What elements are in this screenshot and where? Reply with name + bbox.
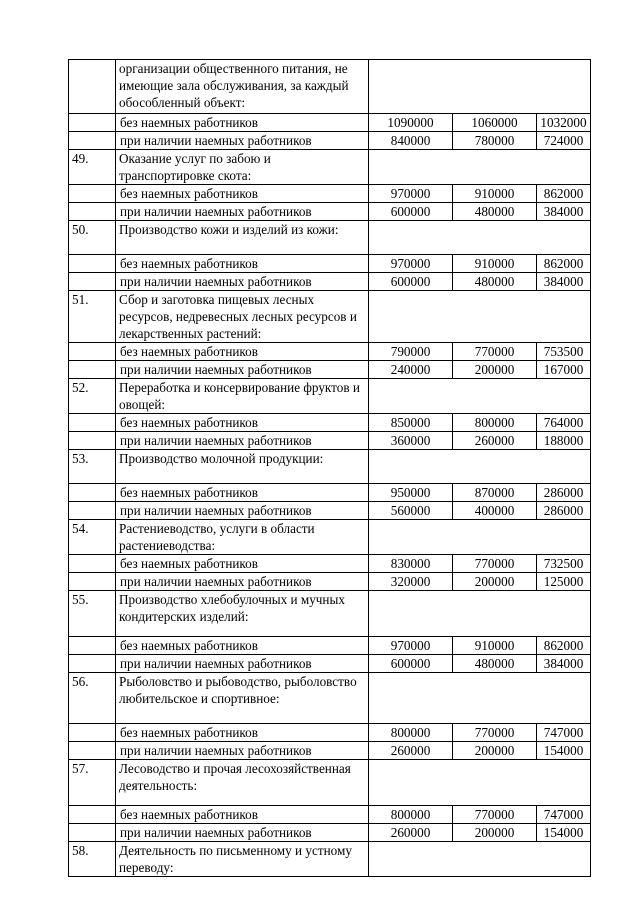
empty-cell xyxy=(369,450,591,484)
rate-value: 724000 xyxy=(537,132,591,150)
category-row xyxy=(69,520,591,555)
worker-condition: без наемных работников xyxy=(116,724,369,742)
category-row xyxy=(69,291,591,343)
rate-value: 950000 xyxy=(369,484,453,502)
rate-value: 188000 xyxy=(537,432,591,450)
category-row xyxy=(69,591,591,637)
rate-value: 1090000 xyxy=(369,114,453,132)
rate-value: 560000 xyxy=(369,502,453,520)
row-number: 56. xyxy=(69,673,116,724)
rate-value: 910000 xyxy=(453,637,537,655)
category-name: Производство кожи и изделий из кожи: xyxy=(116,221,369,255)
rate-value: 384000 xyxy=(537,273,591,291)
empty-cell xyxy=(369,150,591,185)
rates-table xyxy=(68,59,591,877)
rate-value: 870000 xyxy=(453,484,537,502)
rate-value: 286000 xyxy=(537,484,591,502)
rate-value: 1060000 xyxy=(453,114,537,132)
category-row xyxy=(69,150,591,185)
worker-condition: при наличии наемных работников xyxy=(116,655,369,673)
rate-value: 970000 xyxy=(369,185,453,203)
worker-condition: без наемных работников xyxy=(116,555,369,573)
rate-value: 770000 xyxy=(453,724,537,742)
row-number: 55. xyxy=(69,591,116,637)
category-row xyxy=(69,842,591,877)
worker-condition: при наличии наемных работников xyxy=(116,502,369,520)
rate-value: 770000 xyxy=(453,806,537,824)
rate-row xyxy=(69,185,591,203)
worker-condition: при наличии наемных работников xyxy=(116,742,369,760)
category-name: Лесоводство и прочая лесохозяйственная деятельность: xyxy=(116,760,369,806)
row-number xyxy=(69,343,116,361)
row-number xyxy=(69,273,116,291)
worker-condition: при наличии наемных работников xyxy=(116,273,369,291)
category-row xyxy=(69,760,591,806)
category-name: организации общественного питания, не имеющие зала обслуживания, за каждый обособленный объект: xyxy=(116,60,369,114)
rate-value: 840000 xyxy=(369,132,453,150)
rate-value: 154000 xyxy=(537,824,591,842)
worker-condition: при наличии наемных работников xyxy=(116,573,369,591)
rate-value: 753500 xyxy=(537,343,591,361)
worker-condition: без наемных работников xyxy=(116,637,369,655)
empty-cell xyxy=(369,291,591,343)
row-number xyxy=(69,806,116,824)
row-number xyxy=(69,255,116,273)
empty-cell xyxy=(369,221,591,255)
worker-condition: без наемных работников xyxy=(116,114,369,132)
row-number xyxy=(69,414,116,432)
row-number: 58. xyxy=(69,842,116,877)
rate-value: 384000 xyxy=(537,655,591,673)
rate-value: 747000 xyxy=(537,724,591,742)
row-number: 57. xyxy=(69,760,116,806)
rate-row xyxy=(69,573,591,591)
rate-value: 480000 xyxy=(453,273,537,291)
rate-value: 862000 xyxy=(537,255,591,273)
rate-row xyxy=(69,555,591,573)
row-number: 50. xyxy=(69,221,116,255)
rate-row xyxy=(69,255,591,273)
rate-value: 800000 xyxy=(369,806,453,824)
row-number xyxy=(69,742,116,760)
worker-condition: без наемных работников xyxy=(116,255,369,273)
rate-row xyxy=(69,361,591,379)
empty-cell xyxy=(369,591,591,637)
category-row xyxy=(69,60,591,114)
row-number xyxy=(69,655,116,673)
rate-value: 732500 xyxy=(537,555,591,573)
rate-value: 200000 xyxy=(453,742,537,760)
rate-value: 384000 xyxy=(537,203,591,221)
worker-condition: при наличии наемных работников xyxy=(116,432,369,450)
row-number: 53. xyxy=(69,450,116,484)
rate-value: 286000 xyxy=(537,502,591,520)
row-number xyxy=(69,185,116,203)
worker-condition: без наемных работников xyxy=(116,484,369,502)
row-number xyxy=(69,114,116,132)
worker-condition: без наемных работников xyxy=(116,806,369,824)
row-number: 54. xyxy=(69,520,116,555)
rate-value: 400000 xyxy=(453,502,537,520)
rate-value: 770000 xyxy=(453,343,537,361)
category-name: Деятельность по письменному и устному переводу: xyxy=(116,842,369,877)
category-name: Производство молочной продукции: xyxy=(116,450,369,484)
worker-condition: при наличии наемных работников xyxy=(116,132,369,150)
rate-value: 240000 xyxy=(369,361,453,379)
empty-cell xyxy=(369,520,591,555)
worker-condition: при наличии наемных работников xyxy=(116,824,369,842)
category-name: Оказание услуг по забою и транспортировке скота: xyxy=(116,150,369,185)
rate-value: 200000 xyxy=(453,824,537,842)
row-number xyxy=(69,637,116,655)
rate-value: 800000 xyxy=(453,414,537,432)
worker-condition: без наемных работников xyxy=(116,343,369,361)
rate-value: 850000 xyxy=(369,414,453,432)
row-number xyxy=(69,361,116,379)
rate-value: 320000 xyxy=(369,573,453,591)
rate-value: 862000 xyxy=(537,185,591,203)
row-number xyxy=(69,555,116,573)
rate-value: 480000 xyxy=(453,203,537,221)
empty-cell xyxy=(369,842,591,877)
rate-value: 600000 xyxy=(369,203,453,221)
row-number xyxy=(69,203,116,221)
worker-condition: при наличии наемных работников xyxy=(116,203,369,221)
empty-cell xyxy=(369,60,591,114)
rate-value: 600000 xyxy=(369,655,453,673)
rate-row xyxy=(69,502,591,520)
rate-row xyxy=(69,806,591,824)
row-number xyxy=(69,824,116,842)
rate-row xyxy=(69,203,591,221)
category-row xyxy=(69,450,591,484)
rate-value: 910000 xyxy=(453,185,537,203)
empty-cell xyxy=(369,760,591,806)
rates-table-body xyxy=(69,60,591,877)
row-number xyxy=(69,432,116,450)
row-number xyxy=(69,573,116,591)
rate-row xyxy=(69,432,591,450)
rate-row xyxy=(69,414,591,432)
rate-value: 770000 xyxy=(453,555,537,573)
rate-row xyxy=(69,484,591,502)
rate-row xyxy=(69,132,591,150)
rate-row xyxy=(69,343,591,361)
rate-value: 480000 xyxy=(453,655,537,673)
rate-value: 200000 xyxy=(453,361,537,379)
row-number xyxy=(69,502,116,520)
rate-row xyxy=(69,724,591,742)
rate-value: 167000 xyxy=(537,361,591,379)
rate-value: 780000 xyxy=(453,132,537,150)
empty-cell xyxy=(369,379,591,414)
category-name: Сбор и заготовка пищевых лесных ресурсов, недревесных лесных ресурсов и лекарственных растений: xyxy=(116,291,369,343)
rate-value: 1032000 xyxy=(537,114,591,132)
rate-row xyxy=(69,824,591,842)
rate-value: 154000 xyxy=(537,742,591,760)
category-name: Рыболовство и рыбоводство, рыболовство любительское и спортивное: xyxy=(116,673,369,724)
category-name: Переработка и консервирование фруктов и овощей: xyxy=(116,379,369,414)
row-number: 49. xyxy=(69,150,116,185)
category-name: Производство хлебобулочных и мучных кондитерских изделий: xyxy=(116,591,369,637)
worker-condition: без наемных работников xyxy=(116,185,369,203)
rate-row xyxy=(69,114,591,132)
rate-value: 970000 xyxy=(369,637,453,655)
rate-value: 970000 xyxy=(369,255,453,273)
row-number xyxy=(69,132,116,150)
row-number xyxy=(69,60,116,114)
rate-value: 800000 xyxy=(369,724,453,742)
rate-value: 360000 xyxy=(369,432,453,450)
rate-value: 830000 xyxy=(369,555,453,573)
rate-value: 747000 xyxy=(537,806,591,824)
category-row xyxy=(69,673,591,724)
worker-condition: без наемных работников xyxy=(116,414,369,432)
empty-cell xyxy=(369,673,591,724)
rate-value: 260000 xyxy=(453,432,537,450)
rate-value: 600000 xyxy=(369,273,453,291)
row-number xyxy=(69,484,116,502)
row-number xyxy=(69,724,116,742)
rate-value: 200000 xyxy=(453,573,537,591)
worker-condition: при наличии наемных работников xyxy=(116,361,369,379)
row-number: 51. xyxy=(69,291,116,343)
rate-row xyxy=(69,742,591,760)
rate-row xyxy=(69,637,591,655)
category-name: Растениеводство, услуги в области растениеводства: xyxy=(116,520,369,555)
rate-row xyxy=(69,655,591,673)
category-row xyxy=(69,221,591,255)
rate-value: 260000 xyxy=(369,824,453,842)
rate-value: 125000 xyxy=(537,573,591,591)
rate-value: 764000 xyxy=(537,414,591,432)
rate-value: 910000 xyxy=(453,255,537,273)
rate-value: 260000 xyxy=(369,742,453,760)
category-row xyxy=(69,379,591,414)
row-number: 52. xyxy=(69,379,116,414)
rate-value: 790000 xyxy=(369,343,453,361)
rate-row xyxy=(69,273,591,291)
rate-value: 862000 xyxy=(537,637,591,655)
